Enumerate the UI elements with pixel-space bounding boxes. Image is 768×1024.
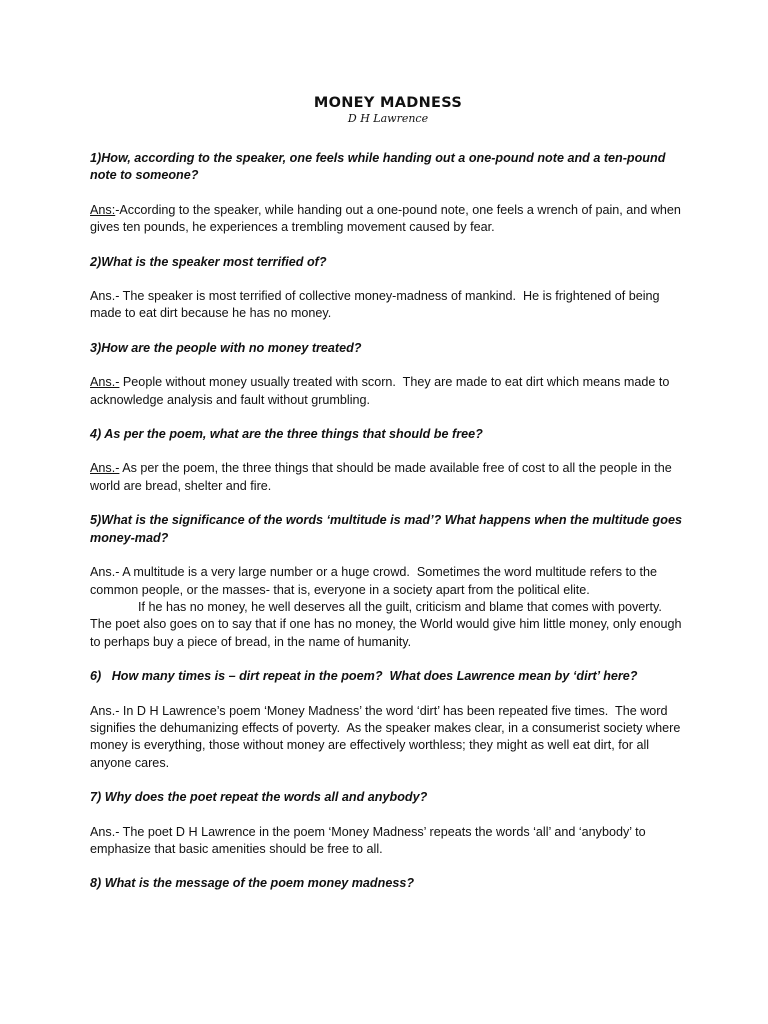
answer-text: A multitude is a very large number or a huge crowd. Sometimes the word multitude refers to the common people, or the masses- that is, everyone in a society apart from the political elite. bbox=[90, 565, 661, 597]
question-3: 3)How are the people with no money treated? bbox=[90, 340, 362, 355]
question-1: 1)How, according to the speaker, one feels while handing out a one-pound note and a ten-pound note to someone? bbox=[90, 151, 666, 183]
answer-text: The speaker is most terrified of collective money-madness of mankind. He is frightened of being made to eat dirt because he has no money. bbox=[90, 289, 664, 321]
question-4: 4) As per the poem, what are the three things that should be free? bbox=[90, 427, 483, 442]
answer-4 bbox=[90, 460, 686, 495]
answer-label: Ans.- bbox=[90, 289, 120, 304]
answer-7 bbox=[90, 824, 686, 859]
document-author: D H Lawrence bbox=[347, 112, 429, 125]
answer-text: The poet D H Lawrence in the poem ‘Money Madness’ repeats the words ‘all’ and ‘anybody’ to emphasize that basic amenities should be free to all. bbox=[90, 824, 650, 856]
question-5: 5)What is the significance of the words ‘multitude is mad’? What happens when the multitude goes money-mad? bbox=[90, 513, 682, 545]
answer-6 bbox=[90, 703, 686, 773]
answer-text: As per the poem, the three things that should be made available free of cost to all the people in the world are bread, shelter and fire. bbox=[90, 461, 676, 493]
answer-text-continued: If he has no money, he well deserves all the guilt, criticism and blame that comes with poverty. The poet also goes on to say that if one has no money, the World would give him little money, only enough to perhaps buy a piece of bread, in the name of humanity. bbox=[90, 599, 682, 649]
answer-text: People without money usually treated with scorn. They are made to eat dirt which means made to acknowledge analysis and fault without grumbling. bbox=[90, 375, 673, 407]
question-8: 8) What is the message of the poem money madness? bbox=[90, 876, 415, 891]
answer-1 bbox=[90, 202, 686, 237]
answer-text: -According to the speaker, while handing out a one-pound note, one feels a wrench of pain, and when gives ten pounds, he experiences a trembling movement caused by fear. bbox=[90, 202, 685, 235]
answer-label: Ans.- bbox=[90, 703, 120, 718]
answer-5 bbox=[90, 564, 686, 651]
answer-2 bbox=[90, 288, 686, 323]
answer-label: Ans: bbox=[90, 202, 116, 217]
document-content bbox=[90, 94, 686, 910]
answer-3 bbox=[90, 374, 686, 409]
answer-label: Ans.- bbox=[90, 375, 120, 390]
answer-label: Ans.- bbox=[90, 565, 120, 580]
answer-label: Ans.- bbox=[90, 824, 120, 839]
question-6: 6) How many times is – dirt repeat in the poem? What does Lawrence mean by ‘dirt’ here? bbox=[90, 669, 638, 684]
answer-text: In D H Lawrence’s poem ‘Money Madness’ the word ‘dirt’ has been repeated five times. The word signifies the dehumanizing effects of poverty. As the speaker makes clear, in a consumerist society where money is everything, those without money are effectively worthless; they might as well eat dirt, for all anyone cares. bbox=[90, 703, 684, 770]
question-7: 7) Why does the poet repeat the words all and anybody? bbox=[90, 790, 428, 805]
document-title: MONEY MADNESS bbox=[313, 95, 463, 111]
answer-label: Ans.- bbox=[90, 461, 120, 476]
question-2: 2)What is the speaker most terrified of? bbox=[90, 254, 327, 269]
